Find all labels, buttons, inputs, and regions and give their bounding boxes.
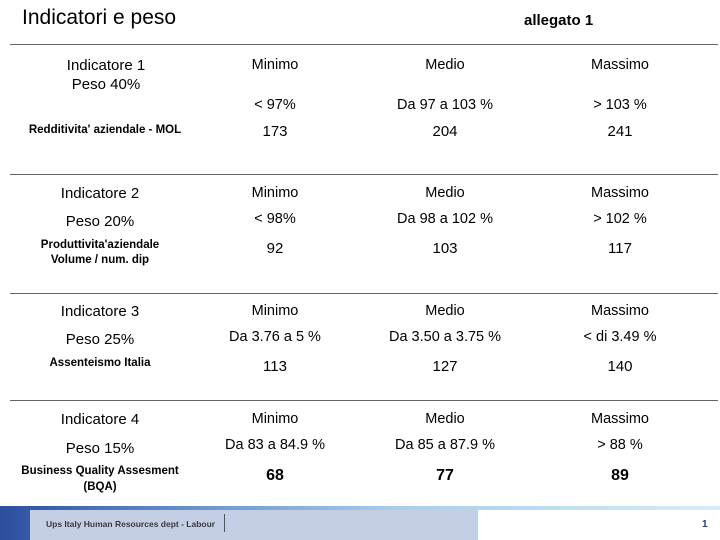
indicator-1-name: Indicatore 1 (66, 57, 146, 74)
divider (10, 44, 718, 45)
indicator-4-metric-unit: (BQA) (83, 481, 117, 493)
indicator-3-name: Indicatore 3 (60, 303, 140, 320)
indicator-4-header-mid: Medio (425, 411, 465, 427)
divider (10, 400, 718, 401)
footer-text: Ups Italy Human Resources dept - Labour (46, 519, 216, 529)
indicator-4-header-min: Minimo (251, 411, 299, 427)
indicator-3-header-max: Massimo (590, 303, 649, 319)
indicator-2-header-mid: Medio (425, 185, 465, 201)
indicator-2-range-min: < 98% (254, 211, 296, 227)
indicator-1-header-max: Massimo (590, 57, 649, 73)
indicator-4-metric: Business Quality Assesment (21, 465, 179, 477)
indicator-2-value-max: 117 (608, 240, 632, 257)
indicator-4-value-min: 68 (266, 467, 284, 484)
indicator-2-value-mid: 103 (432, 240, 458, 257)
indicator-2-header-min: Minimo (251, 185, 299, 201)
indicator-4-header-max: Massimo (590, 411, 649, 427)
indicator-1-header-min: Minimo (251, 57, 299, 73)
indicator-4-weight: Peso 15% (65, 440, 135, 457)
indicator-1-weight: Peso 40% (71, 76, 141, 93)
indicator-3-value-min: 113 (263, 358, 287, 375)
indicator-2-metric: Produttivita'aziendale (40, 239, 160, 251)
indicator-1-range-min: < 97% (254, 97, 296, 113)
indicator-2-value-min: 92 (266, 240, 284, 257)
indicator-3-range-mid: Da 3.50 a 3.75 % (388, 329, 502, 345)
indicator-3-metric: Assenteismo Italia (49, 357, 151, 369)
indicator-3-range-max: < di 3.49 % (583, 329, 657, 345)
indicator-3-header-min: Minimo (251, 303, 299, 319)
indicator-3-value-mid: 127 (432, 358, 458, 375)
indicator-2-range-max: > 102 % (593, 211, 647, 227)
indicator-4-name: Indicatore 4 (60, 411, 140, 428)
indicator-1-range-mid: Da 97 a 103 % (397, 97, 493, 113)
indicator-2-metric-unit: Volume / num. dip (50, 254, 150, 266)
indicator-3-range-min: Da 3.76 a 5 % (229, 329, 321, 345)
indicator-4-value-mid: 77 (436, 467, 454, 484)
indicator-1-value-mid: 204 (432, 123, 458, 140)
page-number: 1 (702, 519, 708, 530)
divider (10, 174, 718, 175)
indicator-4-range-mid: Da 85 a 87.9 % (395, 437, 495, 453)
indicator-2-name: Indicatore 2 (60, 185, 140, 202)
indicator-2-header-max: Massimo (590, 185, 649, 201)
indicator-3-weight: Peso 25% (65, 331, 135, 348)
indicator-3-header-mid: Medio (425, 303, 465, 319)
divider (10, 293, 718, 294)
indicator-2-range-mid: Da 98 a 102 % (397, 211, 493, 227)
indicator-2-weight: Peso 20% (65, 213, 135, 230)
indicator-1-header-mid: Medio (425, 57, 465, 73)
footer-separator (224, 514, 225, 532)
indicator-4-range-min: Da 83 a 84.9 % (225, 437, 325, 453)
indicator-4-value-max: 89 (611, 467, 629, 484)
page-title: Indicatori e peso (22, 6, 177, 29)
indicator-1-range-max: > 103 % (593, 97, 647, 113)
footer-right-panel (478, 510, 720, 540)
allegato-label: allegato 1 (524, 12, 594, 29)
indicator-1-value-max: 241 (607, 123, 633, 140)
indicator-3-value-max: 140 (607, 358, 633, 375)
indicator-1-metric: Redditivita' aziendale - MOL (28, 124, 182, 136)
indicator-1-value-min: 173 (262, 123, 288, 140)
indicator-4-range-max: > 88 % (597, 437, 643, 453)
